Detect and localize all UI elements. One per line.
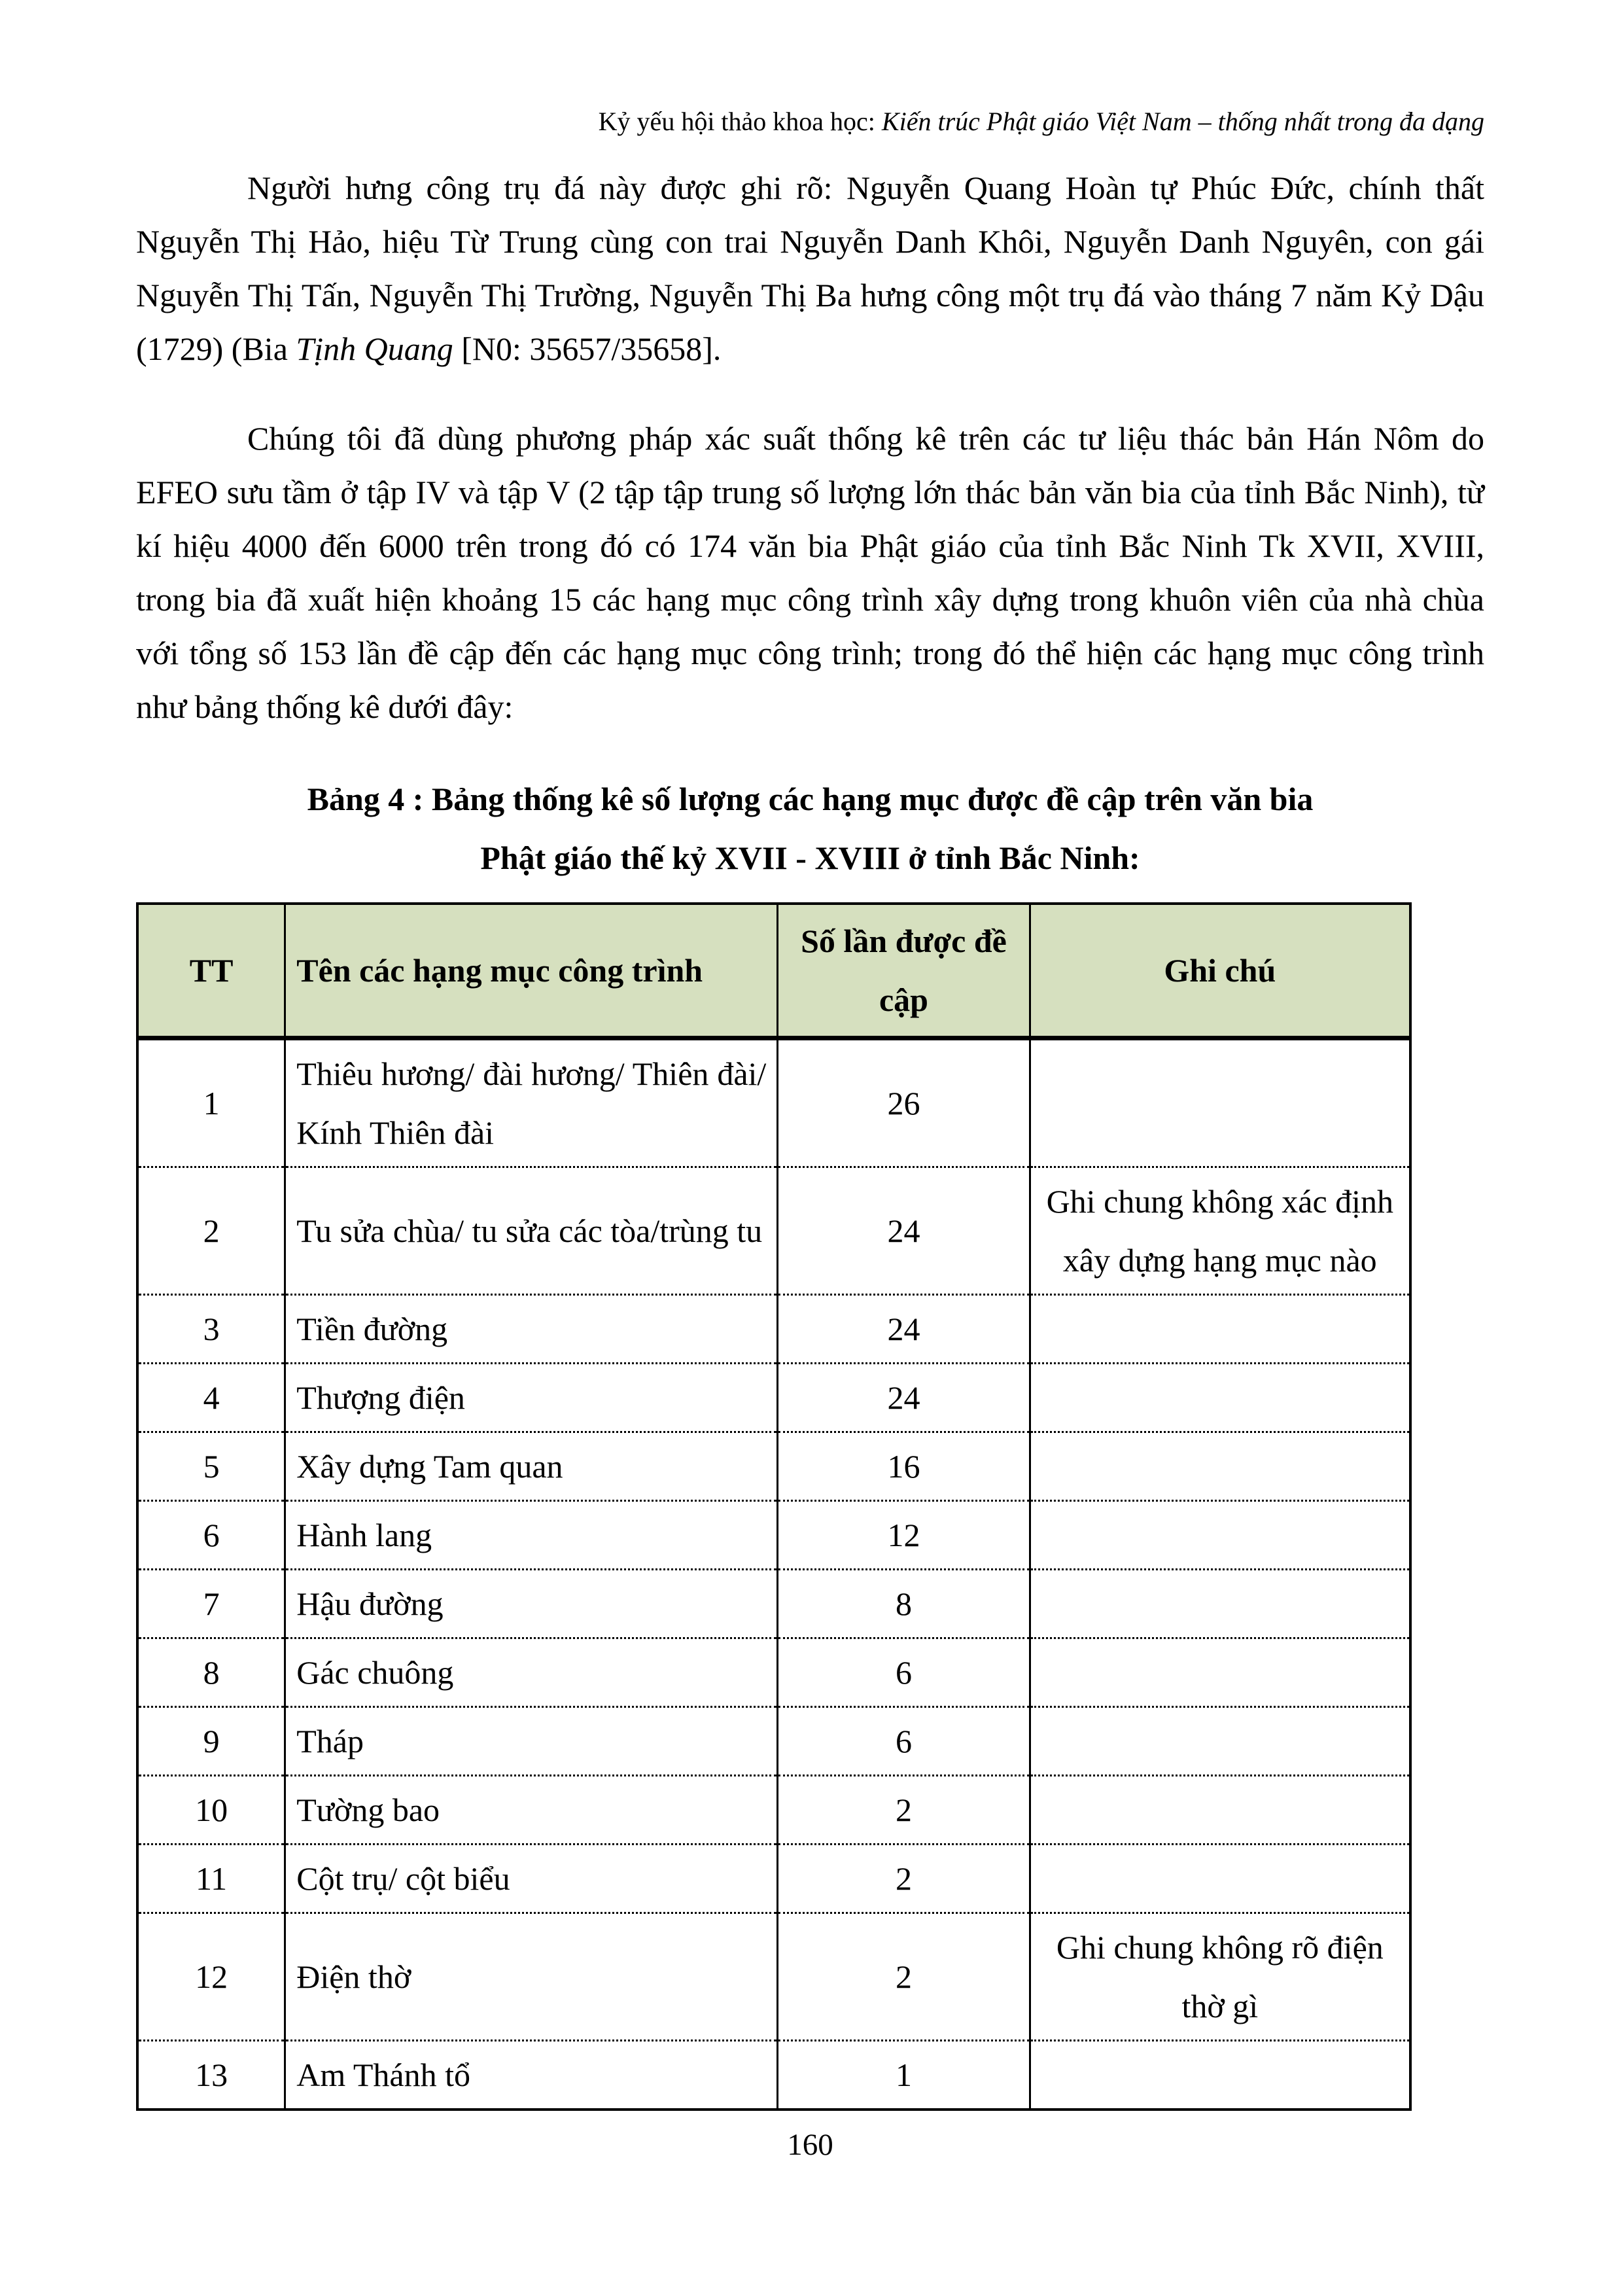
note-cell [1030,1638,1410,1707]
running-header-prefix: Kỷ yếu hội thảo khoa học: [598,107,882,136]
note-cell [1030,1432,1410,1501]
row-index-cell: 13 [137,2041,285,2110]
note-cell [1030,1364,1410,1432]
mention-count-cell: 2 [778,1913,1030,2041]
item-name-cell: Tu sửa chùa/ tu sửa các tòa/trùng tu [285,1167,778,1295]
table-row [137,1364,1410,1432]
item-name-cell: Tháp [285,1707,778,1776]
body-paragraphs [136,161,1484,733]
table-row [137,1167,1410,1295]
table-body [137,1038,1410,2110]
note-cell [1030,1295,1410,1364]
table-caption-line2: Phật giáo thế kỷ XVII - XVIII ở tỉnh Bắc Ninh: [480,839,1140,876]
row-index-cell: 11 [137,1845,285,1913]
note-cell: Ghi chung không xác định xây dựng hạng mục nào [1030,1167,1410,1295]
table-row [137,2041,1410,2110]
table-row [137,1295,1410,1364]
mention-count-cell: 8 [778,1570,1030,1638]
item-name-cell: Tiền đường [285,1295,778,1364]
row-index-cell: 1 [137,1038,285,1167]
table-row [137,1776,1410,1845]
item-name-cell: Hành lang [285,1501,778,1570]
table-row [137,1501,1410,1570]
mention-count-cell: 2 [778,1776,1030,1845]
item-name-cell: Xây dựng Tam quan [285,1432,778,1501]
paragraph [136,412,1484,733]
mention-count-cell: 26 [778,1038,1030,1167]
note-cell [1030,1776,1410,1845]
text-run: [N0: 35657/35658]. [453,330,722,367]
running-header-title: Kiến trúc Phật giáo Việt Nam – thống nhất trong đa dạng [881,107,1484,136]
mention-count-cell: 12 [778,1501,1030,1570]
table-row [137,1845,1410,1913]
mention-count-cell: 24 [778,1295,1030,1364]
note-cell: Ghi chung không rõ điện thờ gì [1030,1913,1410,2041]
table-row [137,1570,1410,1638]
page-number: 160 [787,2128,833,2162]
table-row [137,1638,1410,1707]
row-index-cell: 7 [137,1570,285,1638]
note-cell [1030,1707,1410,1776]
mention-count-cell: 24 [778,1364,1030,1432]
item-name-cell: Thiêu hương/ đài hương/ Thiên đài/ Kính Thiên đài [285,1038,778,1167]
running-header [136,106,1484,137]
text-run: Chúng tôi đã dùng phương pháp xác suất thống kê trên các tư liệu thác bản Hán Nôm do EFEO sưu tầm ở tập IV và tập V (2 tập tập trung số lượng lớn thác bản văn bia của tỉnh Bắc Ninh), từ kí hiệu 4000 đến 6000 trên trong đó có 174 văn bia Phật giáo của tỉnh Bắc Ninh Tk XVII, XVIII, trong bia đã xuất hiện khoảng 15 các hạng mục công trình xây dựng trong khuôn viên của nhà chùa với tổng số 153 lần đề cập đến các hạng mục công trình; trong đó thể hiện các hạng mục công trình như bảng thống kê dưới đây: [136,420,1484,725]
table-header-row [137,904,1410,1038]
note-cell [1030,1038,1410,1167]
row-index-cell: 8 [137,1638,285,1707]
item-name-cell: Hậu đường [285,1570,778,1638]
row-index-cell: 2 [137,1167,285,1295]
text-run: Người hưng công trụ đá này được ghi rõ: Nguyễn Quang Hoàn tự Phúc Đức, chính thất Nguyễn Thị Hảo, hiệu Từ Trung cùng con trai Nguyễn Danh Khôi, Nguyễn Danh Nguyên, con gái Nguyễn Thị Tấn, Nguyễn Thị Trường, Nguyễn Thị Ba hưng công một trụ đá vào tháng 7 năm Kỷ Dậu (1729) (Bia [136,169,1484,367]
item-name-cell: Cột trụ/ cột biểu [285,1845,778,1913]
row-index-cell: 9 [137,1707,285,1776]
table-row [137,1913,1410,2041]
note-cell [1030,1570,1410,1638]
italic-run: Tịnh Quang [296,330,453,367]
paragraph [136,161,1484,376]
table-caption [136,769,1484,887]
row-index-cell: 10 [137,1776,285,1845]
row-index-cell: 6 [137,1501,285,1570]
note-cell [1030,2041,1410,2110]
mention-count-cell: 2 [778,1845,1030,1913]
column-header: TT [137,904,285,1038]
mention-count-cell: 24 [778,1167,1030,1295]
table-row [137,1432,1410,1501]
row-index-cell: 12 [137,1913,285,2041]
row-index-cell: 5 [137,1432,285,1501]
row-index-cell: 4 [137,1364,285,1432]
row-index-cell: 3 [137,1295,285,1364]
item-name-cell: Thượng điện [285,1364,778,1432]
statistics-table [136,902,1412,2111]
note-cell [1030,1845,1410,1913]
column-header: Số lần được đề cập [778,904,1030,1038]
table-caption-line1: Bảng 4 : Bảng thống kê số lượng các hạng mục được đề cập trên văn bia [307,781,1314,817]
table-row [137,1038,1410,1167]
note-cell [1030,1501,1410,1570]
mention-count-cell: 1 [778,2041,1030,2110]
mention-count-cell: 6 [778,1707,1030,1776]
item-name-cell: Tường bao [285,1776,778,1845]
table-row [137,1707,1410,1776]
item-name-cell: Điện thờ [285,1913,778,2041]
mention-count-cell: 6 [778,1638,1030,1707]
mention-count-cell: 16 [778,1432,1030,1501]
item-name-cell: Am Thánh tổ [285,2041,778,2110]
item-name-cell: Gác chuông [285,1638,778,1707]
column-header: Tên các hạng mục công trình [285,904,778,1038]
column-header: Ghi chú [1030,904,1410,1038]
